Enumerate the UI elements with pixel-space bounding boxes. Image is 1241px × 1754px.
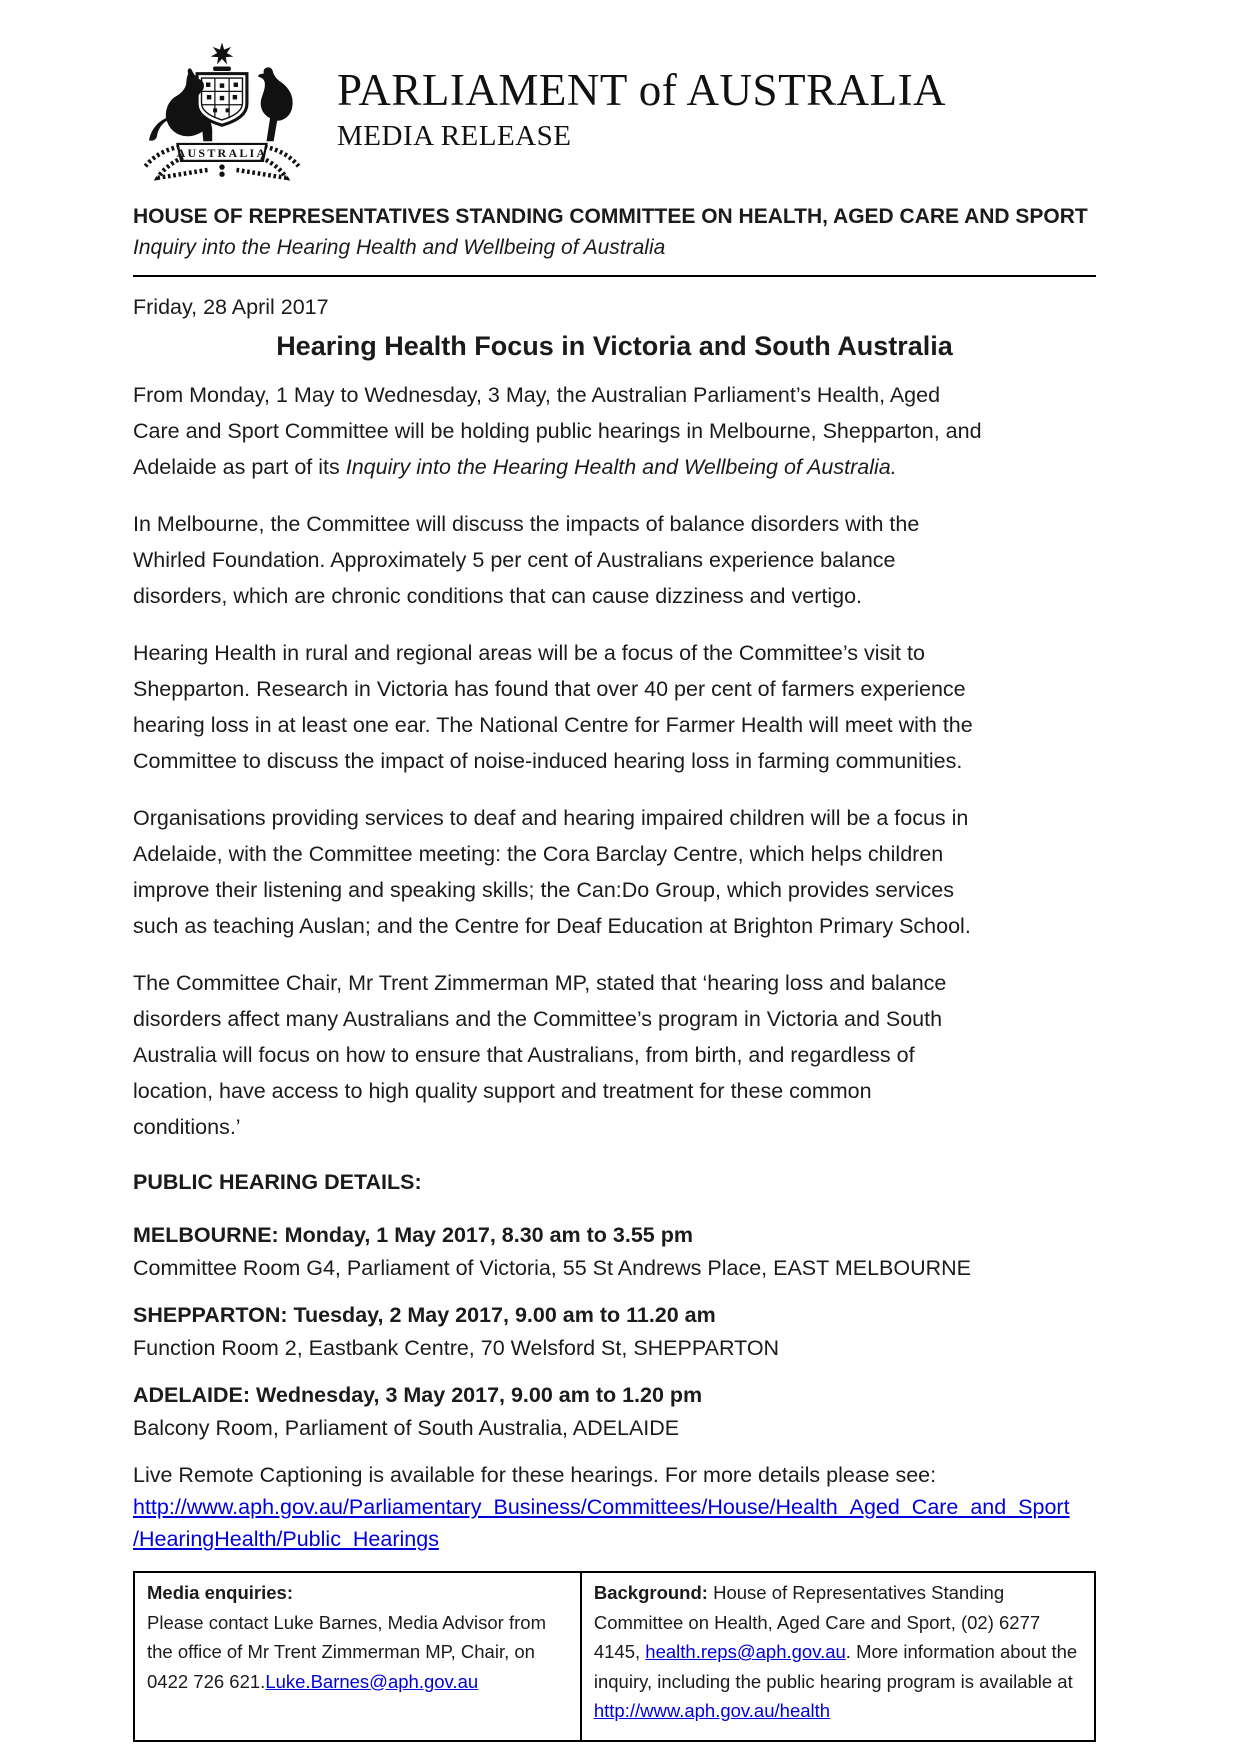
paragraph-1-text: From Monday, 1 May to Wednesday, 3 May, the Australian Parliament’s Health, Aged Care and Sport Committee will be holding public hearings in Melbourne, Shepparton, and Adelaide as part of its bbox=[133, 383, 982, 479]
captioning-note bbox=[133, 1459, 1096, 1555]
committee-banner bbox=[133, 202, 1096, 277]
paragraph-2: In Melbourne, the Committee will discuss the impacts of balance disorders with the Whirled Foundation. Approximately 5 per cent of Australians experience balance disorders, which are chronic conditions that can cause dizziness and vertigo. bbox=[133, 512, 920, 608]
captioning-text: Live Remote Captioning is available for these hearings. For more details please see: bbox=[133, 1463, 937, 1487]
hearing-venue: Function Room 2, Eastbank Centre, 70 Welsford St, SHEPPARTON bbox=[133, 1336, 780, 1360]
background-cell bbox=[581, 1572, 1095, 1741]
release-body bbox=[133, 377, 1096, 1145]
media-email-link[interactable]: Luke.Barnes@aph.gov.au bbox=[265, 1670, 479, 1692]
footer-contact-table bbox=[133, 1571, 1096, 1742]
paragraph-5: The Committee Chair, Mr Trent Zimmerman MP, stated that ‘hearing loss and balance disorders affect many Australians and the Committee’s program in Victoria and South Australia will focus on how to ensure that Australians, from birth, and regardless of location, have access to high quality support and treatment for these common conditions.’ bbox=[133, 971, 947, 1139]
public-hearing-details-heading: PUBLIC HEARING DETAILS: bbox=[133, 1170, 422, 1194]
hearing-heading: ADELAIDE: Wednesday, 3 May 2017, 9.00 am to 1.20 pm bbox=[133, 1383, 703, 1407]
release-title: Hearing Health Focus in Victoria and South Australia bbox=[276, 331, 953, 361]
aph-health-link[interactable]: http://www.aph.gov.au/health bbox=[593, 1700, 831, 1721]
paragraph-4: Organisations providing services to deaf and hearing impaired children will be a focus in Adelaide, with the Committee meeting: the Cora Barclay Centre, which helps children improve their listening and speaking skills; the Can:Do Group, which provides services such as teaching Auslan; and the Centre for Deaf Education at Brighton Primary School. bbox=[133, 806, 971, 938]
doc-type: MEDIA RELEASE bbox=[337, 120, 572, 152]
inquiry-title-italic: Inquiry into the Hearing Health and Wellbeing of Australia. bbox=[345, 455, 897, 479]
emu-icon bbox=[258, 67, 293, 141]
media-enquiries-text: Please contact Luke Barnes, Media Advisor from the office of Mr Trent Zimmerman MP, Chair, on 0422 726 621. bbox=[147, 1611, 546, 1692]
paragraph-1 bbox=[133, 377, 985, 485]
hearing-heading: SHEPPARTON: Tuesday, 2 May 2017, 9.00 am to 11.20 am bbox=[133, 1303, 716, 1327]
star-icon bbox=[211, 42, 234, 64]
hearing-heading: MELBOURNE: Monday, 1 May 2017, 8.30 am to 3.55 pm bbox=[133, 1223, 693, 1247]
paragraph-3: Hearing Health in rural and regional areas will be a focus of the Committee’s visit to Shepparton. Research in Victoria has found that over 40 per cent of farmers experience hearing loss in at least one ear. The National Centre for Farmer Health will meet with the Committee to discuss the impact of noise-induced hearing loss in farming communities. bbox=[133, 641, 973, 773]
inquiry-name: Inquiry into the Hearing Health and Wellbeing of Australia bbox=[133, 236, 666, 259]
australia-banner bbox=[177, 144, 268, 161]
release-date: Friday, 28 April 2017 bbox=[133, 295, 329, 319]
page-header bbox=[133, 36, 1096, 186]
committee-email-link[interactable]: health.reps@aph.gov.au bbox=[645, 1641, 846, 1662]
background-text-1: House of Representatives Standing Committee on Health, Aged Care and Sport, (02) 6277 4145, bbox=[593, 1582, 1041, 1662]
coat-of-arms-label: AUSTRALIA bbox=[176, 145, 268, 160]
hearing-adelaide bbox=[133, 1379, 1096, 1445]
link-line-2: /HearingHealth/Public_Hearings bbox=[133, 1527, 439, 1551]
committee-name: HOUSE OF REPRESENTATIVES STANDING COMMITTEE ON HEALTH, AGED CARE AND SPORT bbox=[133, 205, 1088, 228]
background-label: Background: bbox=[593, 1582, 708, 1603]
hearing-shepparton bbox=[133, 1299, 1096, 1365]
background-text-2: . More information about the inquiry, including the public hearing program is available at bbox=[593, 1641, 1078, 1692]
header-text bbox=[337, 36, 946, 153]
org-name: PARLIAMENT of AUSTRALIA bbox=[337, 65, 947, 115]
table-row bbox=[134, 1572, 1095, 1741]
hearing-venue: Balcony Room, Parliament of South Australia, ADELAIDE bbox=[133, 1416, 680, 1440]
hearing-melbourne bbox=[133, 1219, 1096, 1285]
crest-wreath bbox=[213, 67, 231, 71]
public-hearings-link[interactable] bbox=[133, 1495, 1070, 1551]
media-enquiries-cell bbox=[134, 1572, 581, 1741]
media-enquiries-label: Media enquiries: bbox=[147, 1582, 293, 1603]
coat-of-arms-icon bbox=[133, 36, 311, 186]
hearing-venue: Committee Room G4, Parliament of Victoria, 55 St Andrews Place, EAST MELBOURNE bbox=[133, 1256, 972, 1280]
link-line-1: http://www.aph.gov.au/Parliamentary_Business/Committees/House/Health_Aged_Care_and_Sport bbox=[133, 1495, 1070, 1519]
